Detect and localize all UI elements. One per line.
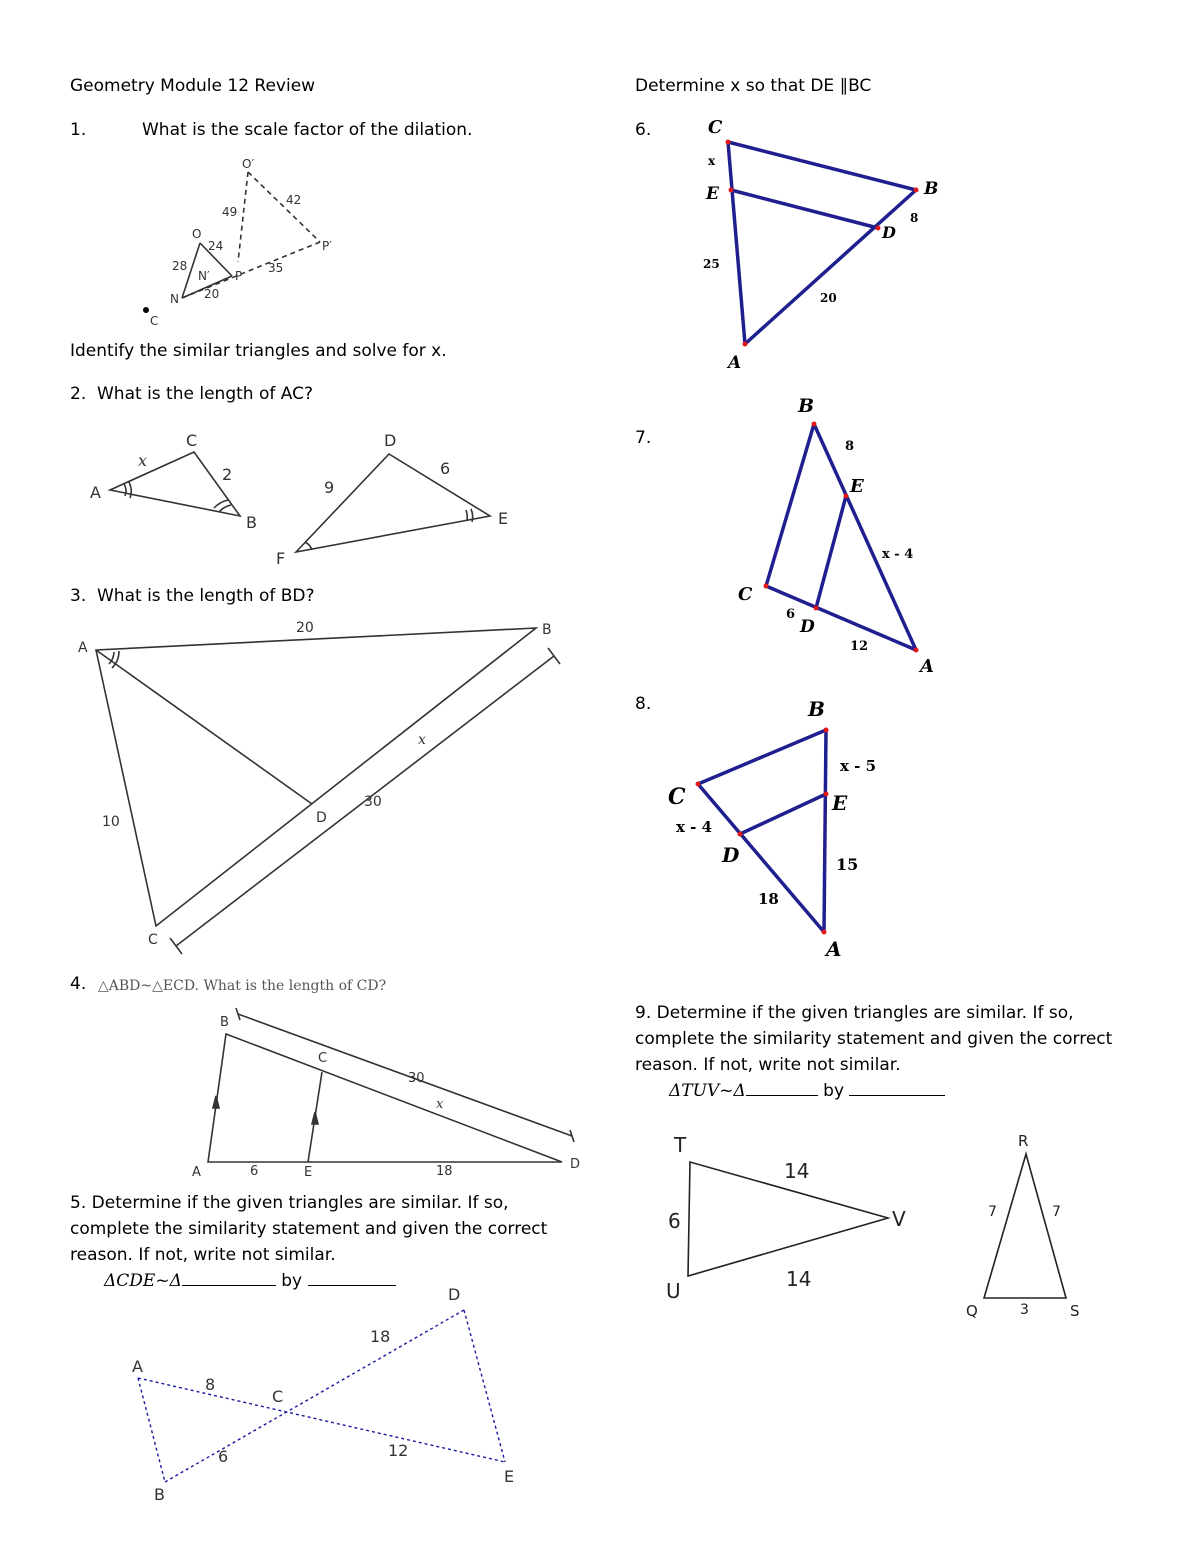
q5-by: by — [281, 1271, 303, 1291]
q3-side-10: 10 — [102, 814, 120, 830]
q1-side-49: 49 — [222, 205, 238, 219]
q1-number: 1. — [70, 120, 87, 140]
q1-question: What is the scale factor of the dilation. — [142, 120, 473, 140]
q4-label-D: D — [570, 1157, 581, 1172]
q9-side-7-left: 7 — [988, 1204, 997, 1220]
q9-label-R: R — [1018, 1132, 1029, 1150]
q2-label-A: A — [90, 483, 101, 502]
q5-side-18: 18 — [370, 1327, 391, 1346]
q4-side-x: x — [436, 1097, 444, 1112]
q4-label-B: B — [220, 1015, 229, 1030]
q6-side-x: x — [708, 154, 716, 168]
q3-question: What is the length of BD? — [97, 586, 315, 606]
q8-label-A: A — [826, 937, 842, 961]
q7-side-8: 8 — [845, 439, 855, 454]
q6-label-C: C — [708, 117, 723, 138]
q8-label-E: E — [832, 791, 848, 815]
q6-label-A: A — [728, 353, 742, 373]
q8-side-15: 15 — [836, 855, 859, 874]
q8-label-D: D — [722, 843, 740, 867]
q1-side-24: 24 — [208, 239, 224, 253]
section-heading: Identify the similar triangles and solve for x. — [70, 341, 447, 361]
q2-side-x: x — [138, 451, 148, 470]
q1-label-O-prime: O′ — [242, 157, 255, 171]
q9-line3: reason. If not, write not similar. — [635, 1055, 901, 1075]
q5-line1: Determine if the given triangles are similar. If so, — [91, 1193, 509, 1213]
q5-label-E: E — [504, 1467, 515, 1486]
q5-label-C: C — [272, 1387, 284, 1406]
q3-side-30: 30 — [364, 794, 382, 810]
q2-side-2: 2 — [222, 465, 233, 484]
q9-label-V: V — [892, 1207, 906, 1231]
q1-side-35: 35 — [268, 261, 284, 275]
q6-side-25: 25 — [703, 257, 720, 271]
q4-side-6: 6 — [250, 1164, 259, 1179]
q4-label-E: E — [304, 1165, 313, 1180]
q2-side-9: 9 — [324, 478, 335, 497]
q7-label-C: C — [738, 584, 753, 605]
page-title: Geometry Module 12 Review — [70, 76, 316, 96]
q6-label-E: E — [706, 184, 719, 204]
q8-label-B: B — [808, 697, 825, 721]
q5-line3: reason. If not, write not similar. — [70, 1245, 336, 1265]
q5-label-A: A — [132, 1357, 143, 1376]
q4-label-A: A — [192, 1165, 201, 1180]
q7-side-x-minus-4: x - 4 — [882, 547, 914, 562]
q5-side-8: 8 — [205, 1375, 216, 1394]
q8-side-x-minus-5: x - 5 — [840, 757, 877, 775]
q5-side-6: 6 — [218, 1447, 229, 1466]
q1-label-P-prime: P′ — [322, 239, 332, 253]
q3-label-D: D — [316, 810, 327, 826]
q2-side-6: 6 — [440, 459, 451, 478]
q9-line2: complete the similarity statement and given the correct — [635, 1029, 1113, 1049]
q4-side-30: 30 — [408, 1071, 425, 1086]
right-column-heading: Determine x so that DE ∥BC — [635, 76, 872, 96]
q7-side-12: 12 — [850, 639, 869, 654]
q7-label-A: A — [920, 656, 934, 677]
q1-side-28: 28 — [172, 259, 188, 273]
q5-side-12: 12 — [388, 1441, 409, 1460]
q7-label-B: B — [798, 395, 815, 417]
q9-label-Q: Q — [966, 1302, 978, 1320]
q5-number: 5. — [70, 1193, 87, 1213]
q4-question: △ABD~△ECD. What is the length of CD? — [98, 978, 387, 994]
q9-statement-prefix: ΔTUV~Δ — [669, 1081, 746, 1101]
q2-label-B: B — [246, 513, 257, 532]
q3-side-x: x — [418, 732, 426, 748]
q9-side-7-right: 7 — [1052, 1204, 1061, 1220]
q6-label-D: D — [882, 223, 896, 242]
q6-label-B: B — [924, 179, 939, 199]
q8-side-x-minus-4: x - 4 — [676, 818, 713, 836]
q6-side-8: 8 — [910, 211, 919, 225]
q5-statement-prefix: ΔCDE~Δ — [104, 1271, 182, 1291]
q1-side-42: 42 — [286, 193, 302, 207]
q3-label-B: B — [542, 622, 552, 638]
q1-label-C: C — [150, 314, 159, 328]
q8-side-18: 18 — [758, 890, 779, 908]
q9-line1: Determine if the given triangles are similar. If so, — [656, 1003, 1074, 1023]
q5-label-B: B — [154, 1485, 165, 1504]
q7-label-E: E — [850, 476, 864, 497]
q9-by: by — [823, 1081, 845, 1101]
q3-label-A: A — [78, 640, 88, 656]
q1-label-N: N — [170, 292, 179, 306]
q9-side-14-top: 14 — [784, 1159, 810, 1183]
q2-label-D: D — [384, 431, 397, 450]
q2-question: What is the length of AC? — [97, 384, 313, 404]
q3-label-C: C — [148, 932, 158, 948]
q9-side-6: 6 — [668, 1209, 681, 1233]
q9-label-U: U — [666, 1279, 681, 1303]
q7-label-D: D — [800, 617, 815, 637]
q2-label-C: C — [186, 431, 198, 450]
q4-label-C: C — [318, 1051, 328, 1066]
q1-label-O: O — [192, 227, 202, 241]
q8-label-C: C — [668, 784, 686, 810]
q3-number: 3. — [70, 586, 87, 606]
q7-side-6: 6 — [786, 607, 796, 622]
q9-number: 9. — [635, 1003, 652, 1023]
q1-label-P: P — [235, 269, 243, 283]
q2-label-E: E — [498, 509, 509, 528]
q2-label-F: F — [276, 549, 286, 568]
q9-label-S: S — [1070, 1302, 1080, 1320]
q9-side-14-bottom: 14 — [786, 1267, 812, 1291]
q6-side-20: 20 — [820, 291, 837, 305]
q1-label-N-prime: N′ — [198, 269, 210, 283]
q8-number: 8. — [635, 694, 652, 714]
q4-number: 4. — [70, 974, 87, 994]
q3-side-20: 20 — [296, 620, 314, 636]
q7-number: 7. — [635, 428, 652, 448]
q9-side-3: 3 — [1020, 1302, 1029, 1318]
q2-number: 2. — [70, 384, 87, 404]
q9-label-T: T — [674, 1133, 687, 1157]
q4-side-18: 18 — [436, 1164, 453, 1179]
q5-label-D: D — [448, 1285, 461, 1304]
q1-side-20: 20 — [204, 287, 220, 301]
q5-line2: complete the similarity statement and given the correct — [70, 1219, 548, 1239]
q6-number: 6. — [635, 120, 652, 140]
